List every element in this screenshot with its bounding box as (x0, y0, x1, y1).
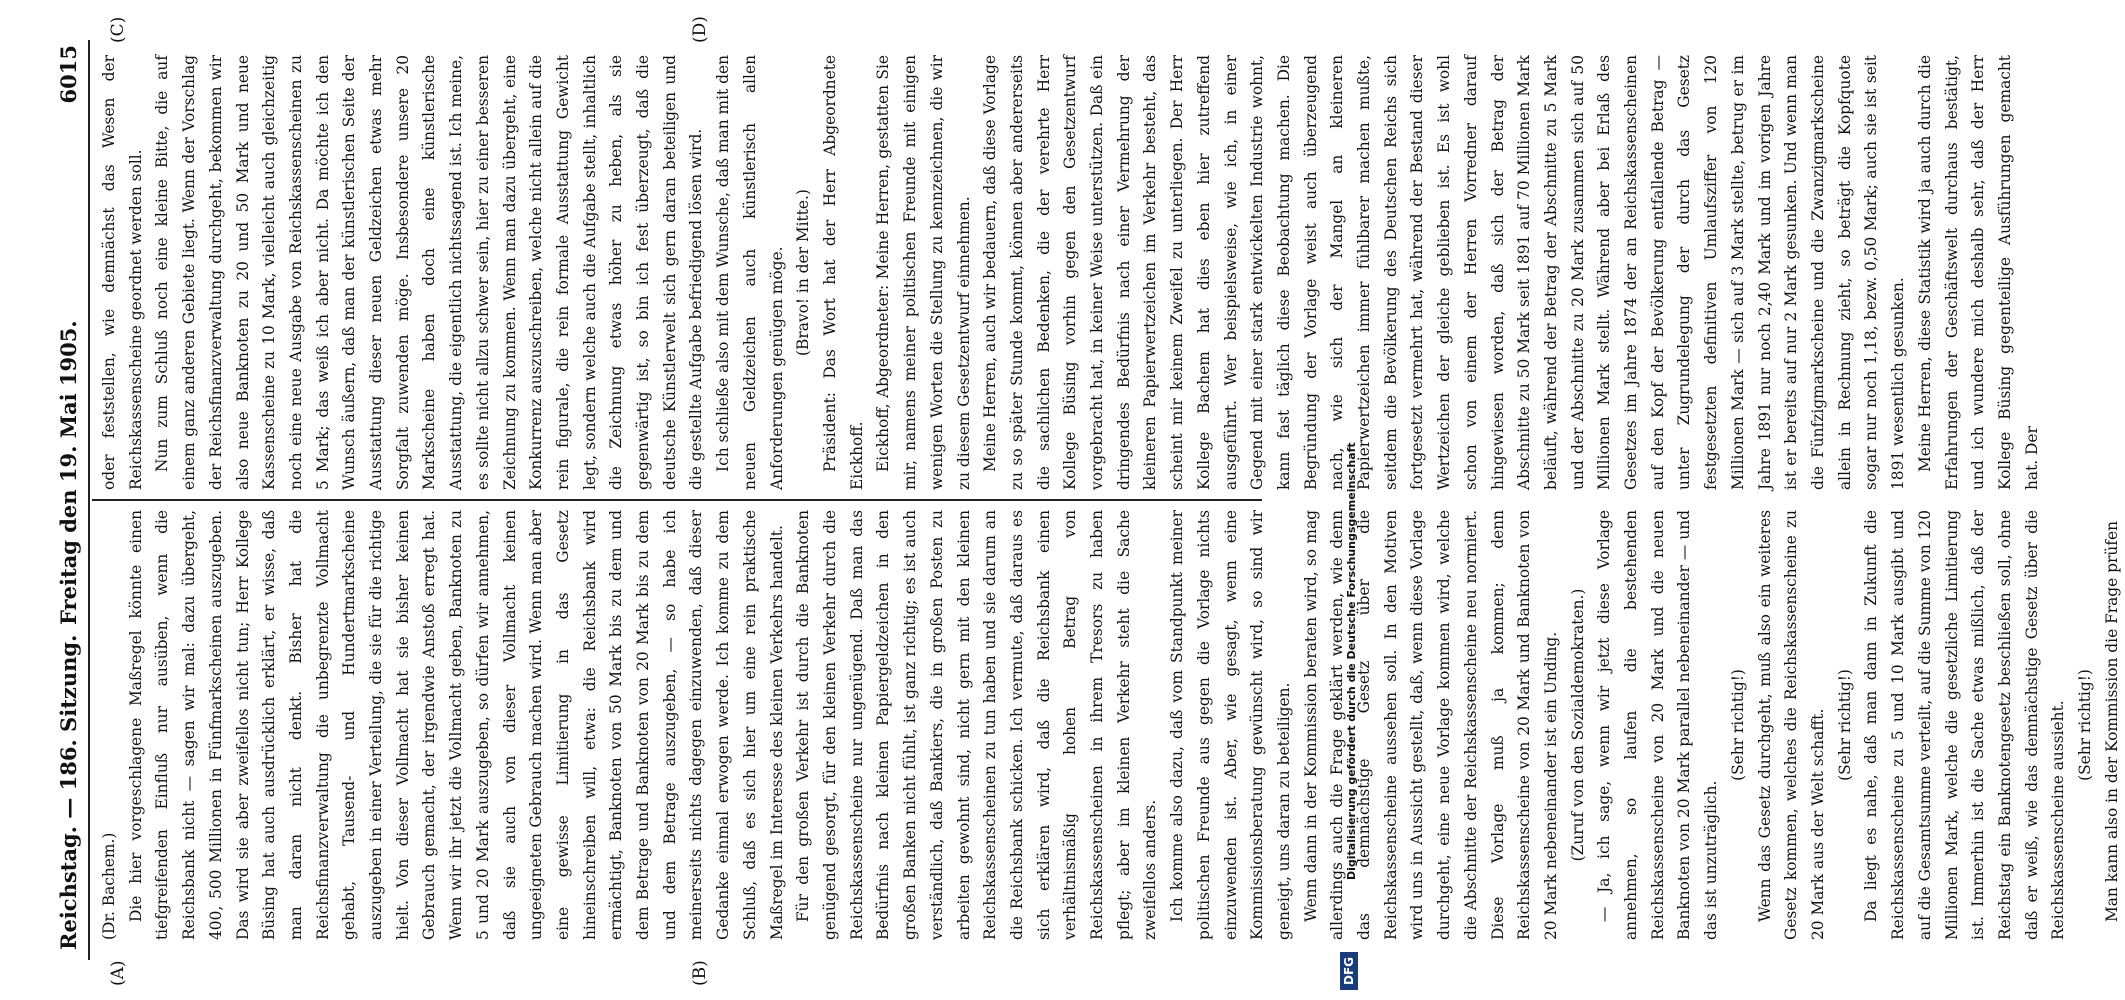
header-rule (88, 40, 90, 960)
interjection: (Zuruf von den Sozialdemokraten.) (1568, 588, 1587, 862)
margin-mark-a: (A) (108, 960, 128, 986)
paragraph: Wenn dann in der Kommission beraten wird, so mag allerdings auch die Frage geklärt werden, wie denn das demnächstige Gesetz über die Reichskassenscheine aussehen soll. In den Motiven wird uns in Aussicht gestellt, daß, wenn diese Vorlage durchgeht, eine neue Vorlage kommen wird, welche die Abschnitte der Reichskassenscheine neu normiert. Diese Vorlage muß ja kommen; denn Reichskassenscheine von 20 Mark und Banknoten von 20 Mark nebeneinander ist ein Unding. (1301, 510, 1560, 940)
paragraph: — Ja, ich sage, wenn wir jetzt diese Vorlage annehmen, so laufen die bestehenden Reichskassenscheine von 20 Mark und die neuen Banknoten von 20 Mark parallel nebeneinander — und das ist unzuträglich. (1595, 510, 1721, 940)
margin-mark-c: (C) (108, 16, 128, 43)
interjection: (Sehr richtig!) (1728, 669, 1747, 781)
paragraph: Meine Herren, auch wir bedauern, daß diese Vorlage zu so später Stunde kommt, können aber andererseits die sachlichen Bedenken, die der verehrte Herr Kollege Büsing vorhin gegen den Gesetzentwurf vorgebracht hat, in keiner Weise unterstützen. Daß ein dringendes Bedürfnis nach einer Vermehrung der kleineren Papierwertzeichen im Verkehr besteht, das scheint mir keinem Zweifel zu unterliegen. Der Herr Kollege Bachem hat dies eben hier zutreffend ausgeführt. Wer beispielsweise, wie ich, in einer Gegend mit einer stark entwickelten Industrie wohnt, kann fast täglich diese Beobachtung machen. Die Begründung der Vorlage weist auch überzeugend nach, wie sich der Mangel an kleineren Papierwertzeichen immer fühlbarer machen mußte, seitdem die Bevölkerung des Deutschen Reichs sich fortgesetzt vermehrt hat, während der Bestand dieser Wertzeichen der gleiche geblieben ist. Es ist wohl schon von einem der Herren Vorredner darauf hingewiesen worden, daß sich der Betrag der Abschnitte zu 50 Mark seit 1891 auf 70 Millionen Mark beläuft, während der Betrag der Abschnitte zu 5 Mark und der Abschnitte zu 20 Mark zusammen sich auf 50 Millionen Mark stellt. Während aber bei Erlaß des Gesetzes im Jahre 1874 der an Reichskassenscheinen auf den Kopf der Bevölkerung entfallende Betrag — unter Zugrundelegung der durch das Gesetz festgesetzten definitiven Umlaufsziffer von 120 Millionen Mark — sich auf 3 Mark stellte, betrug er im Jahre 1891 nur noch 2,40 Mark und im vorigen Jahre ist er bereits auf nur 2 Mark gesunken. Und wenn man die Fünfzigmarkscheine und die Zwanzigmarkscheine allein in Rechnung zieht, so beträgt die Kopfquote sogar nur noch 1,18, bezw. 0,50 Mark; auch sie ist seit 1891 wesentlich gesunken. (981, 55, 1908, 490)
paragraph: oder feststellen, wie demnächst das Wesen der Reichskassenscheine geordnet werden soll. (100, 55, 145, 490)
paragraph: Nun zum Schluß noch eine kleine Bitte, die auf einem ganz anderen Gebiete liegt. Wenn der Vorschlag der Reichsfinanzverwaltung durchgeht, bekommen wir also neue Banknoten zu 20 und 50 Mark und neue Kassenscheine zu 10 Mark, vielleicht auch gleichzeitig noch eine neue Ausgabe von Reichskassenscheinen zu 5 Mark; das weiß ich aber nicht. Da möchte ich den Wunsch äußern, daß man der künstlerischen Seite der Ausstattung dieser neuen Geldzeichen etwas mehr Sorgfalt zuwenden möge. Insbesondere unsere 20 Markscheine haben doch eine künstlerische Ausstattung, die eigentlich nichtssagend ist. Ich meine, es sollte nicht allzu schwer sein, hier zu einer besseren Zeichnung zu kommen. Wenn man dazu übergeht, eine Konkurrenz auszuschreiben, welche nicht allein auf die rein figurale, die rein formale Ausstattung Gewicht legt, sondern welche auch die Aufgabe stellt, inhaltlich die Zeichnung etwas höher zu heben, als sie gegenwärtig ist, so bin ich fest überzeugt, daß die deutsche Künstlerwelt sich gern daran beteiligen und die gestellte Aufgabe befriedigend lösen wird. (153, 55, 706, 490)
paragraph: Wenn das Gesetz durchgeht, muß also ein weiteres Gesetz kommen, welches die Reichskassenscheine zu 20 Mark aus der Welt schafft. (1755, 510, 1827, 940)
digitization-credit: Digitalisierung gefördert durch die Deutsche Forschungsgemeinschaft (1345, 442, 1358, 880)
paragraph: Präsident: Das Wort hat der Herr Abgeordnete Eickhoff. (820, 55, 866, 490)
paragraph: Ich komme also dazu, daß vom Standpunkt meiner politischen Freunde aus gegen die Vorlage nichts einzuwenden ist. Aber, wie gesagt, wenn eine Kommissionsberatung gewünscht wird, so sind wir geneigt, uns daran zu beteiligen. (1168, 510, 1293, 940)
paragraph: Die hier vorgeschlagene Maßregel könnte einen tiefgreifenden Einfluß nur ausüben, wenn die Reichsbank nicht — sagen wir mal: dazu übergeht, 400, 500 Millionen in Fünfmarkscheinen auszugeben. Das wird sie aber zweifellos nicht tun; Herr Kollege Büsing hat auch ausdrücklich erklärt, er wisse, daß man daran nicht denkt. Bisher hat die Reichsfinanzverwaltung die unbegrenzte Vollmacht gehabt, Tausend- und Hundertmarkscheine auszugeben in einer Verteilung, die sie für die richtige hielt. Von dieser Vollmacht hat sie bisher keinen Gebrauch gemacht, der irgendwie Anstoß erregt hat. Wenn wir ihr jetzt die Vollmacht geben, Banknoten zu 5 und 20 Mark auszugeben, so dürfen wir annehmen, daß sie auch von dieser Vollmacht keinen ungeeigneten Gebrauch machen wird. Wenn man aber eine gewisse Limitierung in das Gesetz hineinschreiben will, etwa: die Reichsbank wird ermächtigt, Banknoten von 50 Mark bis zu dem und dem Betrage und Banknoten von 20 Mark bis zu dem und dem Betrage auszugeben, — so habe ich meinerseits nichts dagegen einzuwenden, daß dieser Gedanke einmal erwogen werde. Ich komme zu dem Schluß, daß es sich hier um eine rein praktische Maßregel im Interesse des kleinen Verkehrs handelt. (126, 510, 786, 940)
paragraph: Ich schließe also mit dem Wunsche, daß man mit den neuen Geldzeichen auch künstlerisch allen Anforderungen genügen möge. (714, 55, 786, 490)
dfg-logo: DFG (1340, 952, 1358, 990)
paragraph: Da liegt es nahe, daß man dann in Zukunft die Reichskassenscheine zu 5 und 10 Mark ausgibt und auf die Gesamtsumme verteilt, auf die Summe von 120 Millionen Mark, welche die gesetzliche Limitierung ist. Immerhin ist die Sache etwas mißlich, daß der Reichstag ein Banknotengesetz beschließen soll, ohne daß er weiß, wie das demnächstige Gesetz über die Reichskassenscheine aussieht. (1862, 510, 2068, 940)
paragraph: Für den großen Verkehr ist durch die Banknoten genügend gesorgt, für den kleinen Verkehr durch die Reichskassenscheine nur ungenügend. Daß man das Bedürfnis nach kleinen Papiergeldzeichen in den großen Banken nicht fühlt, ist ganz richtig; es ist auch verständlich, daß Bankiers, die in großen Posten zu arbeiten gewohnt sind, nicht gern mit den kleinen Reichskassenscheinen zu tun haben und sie darum an die Reichsbank schicken. Ich vermute, daß daraus es sich erklären wird, daß die Reichsbank einen verhältnismäßig hohen Betrag von Reichskassenscheinen in ihrem Tresors zu haben pflegt; aber im kleinen Verkehr steht die Sache zweifellos anders. (794, 510, 1160, 940)
page-header (52, 45, 86, 950)
right-column (96, 55, 2041, 490)
margin-mark-b: (B) (690, 960, 710, 986)
header-date: Freitag den 19. Mai 1905. (56, 320, 81, 625)
interjection: (Sehr richtig!) (2076, 669, 2095, 781)
page-number: 6015 (56, 45, 81, 104)
paragraph: Man kann also in der Kommission die Frage prüfen (2102, 521, 2121, 922)
paragraph: Eickhoff, Abgeordneter: Meine Herren, gestatten Sie mir, namens meiner politischen Freunde mit einigen wenigen Worten die Stellung zu kennzeichnen, die wir zu diesem Gesetzentwurf einnehmen. (874, 55, 973, 490)
interjection: (Bravo! in der Mitte.) (794, 189, 813, 356)
column-rule (92, 499, 1262, 501)
margin-mark-d: (D) (690, 16, 710, 43)
header-left: Reichstag. — 186. Sitzung. (56, 634, 81, 950)
interjection: (Sehr richtig!) (1835, 669, 1854, 781)
paragraph: Meine Herren, diese Statistik wird ja auch durch die Erfahrungen der Geschäftswelt durchaus bestätigt, und ich wundere mich deshalb sehr, daß der Herr Kollege Büsing gegenteilige Ausführungen gemacht hat. Der (1915, 55, 2041, 490)
speaker-ref: (Dr. Bachem.) (100, 832, 118, 940)
